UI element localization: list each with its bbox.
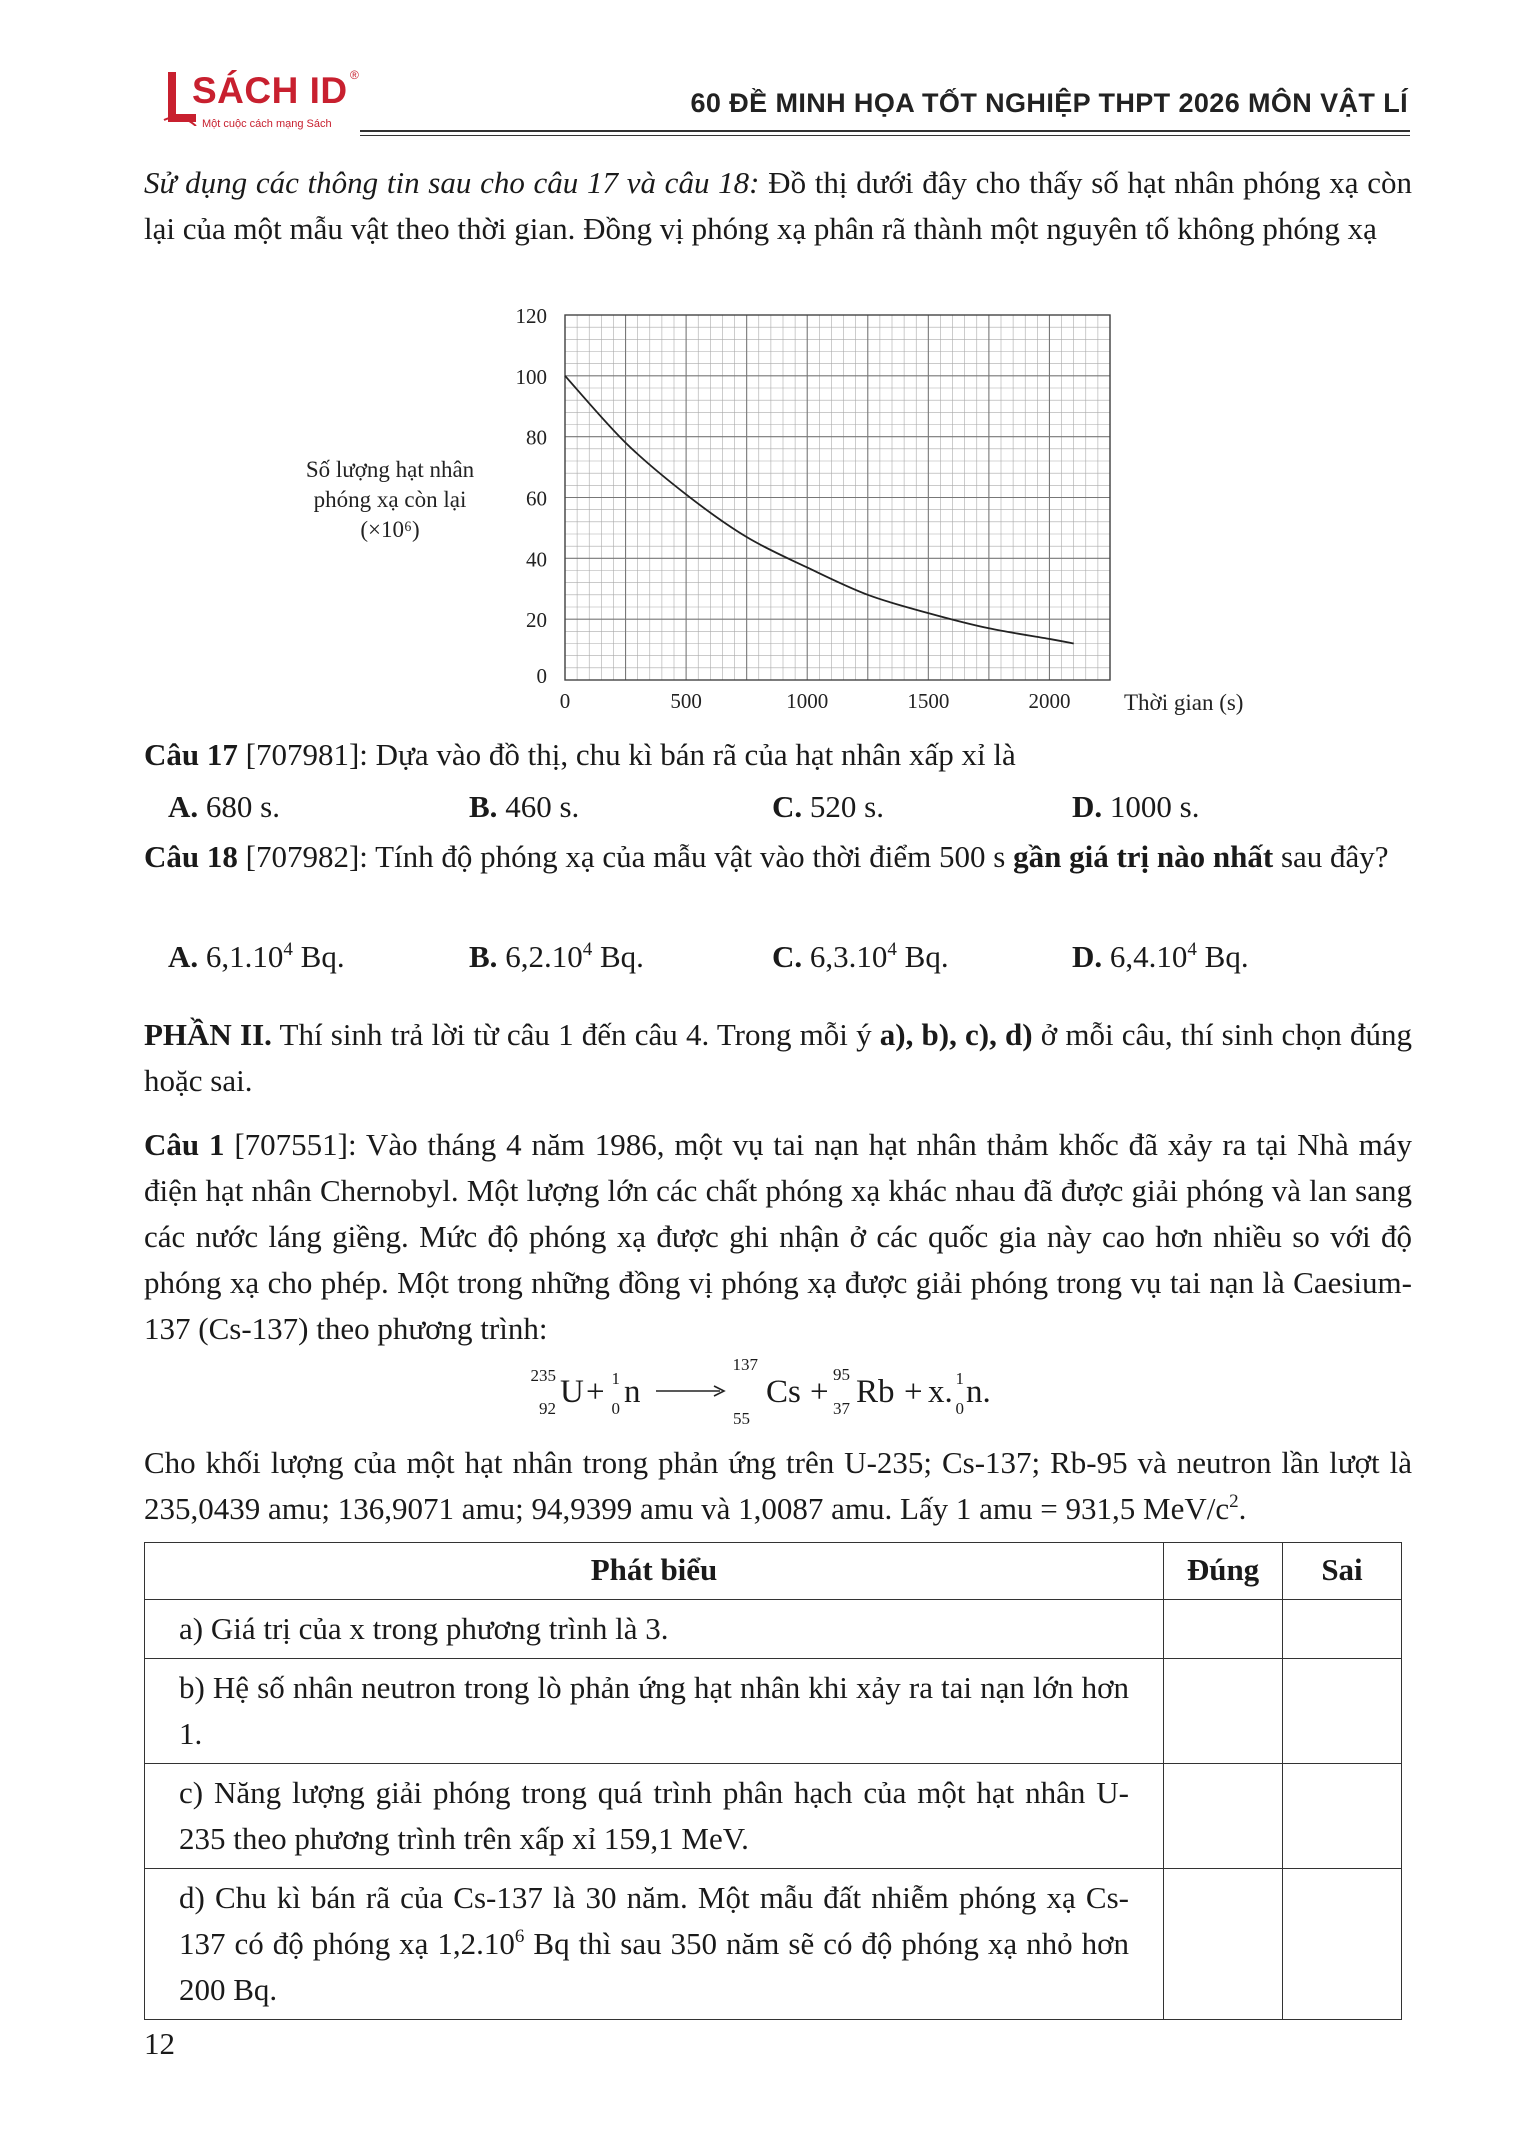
y-axis-label (306, 457, 475, 542)
x-tick-label: 1000 (786, 689, 829, 713)
header-divider (360, 130, 1410, 132)
rb-symbol: Rb (856, 1374, 895, 1410)
q18-option-d[interactable] (1072, 934, 1249, 980)
plus-sign: + (586, 1374, 605, 1410)
y-tick-label: 100 (515, 364, 547, 389)
x-coefficient: x. (928, 1374, 953, 1410)
n-symbol: n (624, 1374, 641, 1410)
plus-sign: + (810, 1374, 829, 1410)
statement-d-text-end: Bq thì sau 350 năm sẽ có độ phóng xạ nhỏ hơn 200 Bq. (179, 1926, 1129, 2007)
y-tick-label: 120 (515, 304, 547, 328)
y-tick-label: 40 (526, 547, 547, 572)
option-text: 6,2.10 (497, 939, 583, 974)
q18-text-end: sau đây? (1273, 839, 1389, 874)
table-row (145, 1659, 1402, 1764)
true-false-table (144, 1542, 1402, 2020)
header-statement: Phát biểu (145, 1543, 1164, 1600)
q18-emphasis: gần giá trị nào nhất (1013, 839, 1274, 874)
true-checkbox-a[interactable] (1164, 1600, 1283, 1659)
x-tick-label: 2000 (1028, 689, 1071, 713)
option-letter: D. (1072, 939, 1103, 974)
option-letter: A. (168, 789, 199, 824)
statement-d (145, 1869, 1164, 2020)
book-title: 60 ĐỀ MINH HỌA TỐT NGHIỆP THPT 2026 MÔN VẬT LÍ (690, 88, 1408, 118)
option-unit: Bq. (1196, 939, 1249, 974)
u-atomic-number: 92 (539, 1399, 556, 1418)
mass-data-paragraph (144, 1440, 1412, 1532)
option-letter: A. (168, 939, 199, 974)
reaction-arrow-icon (656, 1384, 726, 1398)
question-18 (144, 834, 1412, 880)
decay-chart (280, 300, 1280, 730)
q17-options (168, 784, 1368, 830)
header-true: Đúng (1164, 1543, 1283, 1600)
option-text: 6,1.10 (198, 939, 284, 974)
option-letter: C. (772, 939, 803, 974)
table-row (145, 1869, 1402, 2020)
logo-text: SÁCH ID (192, 70, 348, 111)
part-2-text-end: ở mỗi câu, thí sinh chọn đúng hoặc sai. (144, 1017, 1412, 1098)
mass-data-exponent: 2 (1229, 1491, 1239, 1512)
plus-sign: + (904, 1374, 923, 1410)
false-checkbox-d[interactable] (1283, 1869, 1402, 2020)
statement-b: b) Hệ số nhân neutron trong lò phản ứng hạt nhân khi xảy ra tai nạn lớn hơn 1. (145, 1659, 1164, 1764)
part-2-label: PHẦN II. (144, 1017, 272, 1052)
q18-label: Câu 18 (144, 839, 238, 874)
chart-tick-labels (516, 304, 1071, 713)
shared-info-text: Đồ thị dưới đây cho thấy số hạt nhân phóng xạ còn lại của một mẫu vật theo thời gian. Đồng vị phóng xạ phân rã thành một nguyên tố không phóng xạ (144, 165, 1412, 246)
q18-code: [707982] (237, 839, 360, 874)
q1-text: : Vào tháng 4 năm 1986, một vụ tai nạn hạt nhân thảm khốc đã xảy ra tại Nhà máy điện hạt nhân Chernobyl. Một lượng lớn các chất phóng xạ khác nhau đã được giải phóng và lan sang các nước láng giềng. Mức độ phóng xạ được ghi nhận ở các quốc gia này cao hơn nhiều so với độ phóng xạ cho phép. Một trong những đồng vị phóng xạ được giải phóng trong vụ tai nạn là Caesium-137 (Cs-137) theo phương trình: (144, 1127, 1412, 1346)
q18-text: : Tính độ phóng xạ của mẫu vật vào thời điểm 500 s (359, 839, 1014, 874)
option-unit: Bq. (292, 939, 345, 974)
logo-tagline: Một cuộc cách mạng Sách (202, 118, 332, 130)
q17-option-a[interactable] (168, 784, 280, 830)
table-row (145, 1764, 1402, 1869)
statement-d-exponent: 6 (514, 1926, 525, 1947)
option-letter: D. (1072, 789, 1103, 824)
n-mass-number: 1 (611, 1369, 620, 1388)
q18-option-a[interactable] (168, 934, 345, 980)
option-text: 6,3.10 (802, 939, 888, 974)
part-2-items: a), b), c), d) (879, 1017, 1033, 1052)
registered-mark: ® (350, 68, 359, 82)
n-atomic-number: 0 (611, 1399, 620, 1418)
option-letter: B. (469, 939, 498, 974)
x-axis-label: Thời gian (s) (1124, 690, 1244, 715)
chart-grid-major (565, 315, 1110, 680)
x-tick-label: 0 (559, 689, 571, 713)
option-exponent: 4 (582, 939, 593, 960)
q1-label: Câu 1 (144, 1127, 225, 1162)
option-exponent: 4 (283, 939, 293, 960)
option-letter: C. (772, 789, 803, 824)
part-2-text: Thí sinh trả lời từ câu 1 đến câu 4. Trong mỗi ý (271, 1017, 880, 1052)
statement-a: a) Giá trị của x trong phương trình là 3. (145, 1600, 1164, 1659)
table-row (145, 1600, 1402, 1659)
mass-data-end: . (1238, 1491, 1247, 1526)
cs-atomic-number: 55 (733, 1409, 750, 1428)
option-text: 1000 s. (1102, 789, 1200, 824)
u-mass-number: 235 (530, 1366, 556, 1385)
sach-id-logo (162, 66, 382, 136)
q17-option-c[interactable] (772, 784, 884, 830)
n2-atomic-number: 0 (955, 1399, 964, 1418)
q18-options (168, 934, 1368, 980)
q17-label: Câu 17 (144, 737, 238, 772)
page-number: 12 (144, 2026, 175, 2061)
n2-symbol: n. (966, 1374, 991, 1410)
y-tick-label: 0 (536, 664, 547, 688)
x-tick-label: 1500 (907, 689, 950, 713)
y-axis-label-line: phóng xạ còn lại (313, 487, 467, 512)
shared-info-lead: Sử dụng các thông tin sau cho câu 17 và câu 18: (144, 165, 760, 200)
q18-option-c[interactable] (772, 934, 949, 980)
x-tick-label: 500 (670, 689, 702, 713)
header-false: Sai (1283, 1543, 1402, 1600)
cs-symbol: Cs (766, 1374, 801, 1410)
table-header-row (145, 1543, 1402, 1600)
n2-mass-number: 1 (955, 1369, 964, 1388)
fission-equation (530, 1355, 1050, 1442)
y-axis-label-line: Số lượng hạt nhân (305, 457, 475, 482)
option-exponent: 4 (887, 939, 897, 960)
false-checkbox-a[interactable] (1283, 1600, 1402, 1659)
question-1 (144, 1122, 1412, 1352)
header-divider-thin (360, 135, 1410, 136)
y-tick-label: 20 (526, 608, 547, 633)
q17-option-b[interactable] (469, 784, 579, 830)
false-checkbox-c[interactable] (1283, 1764, 1402, 1869)
part-2-instructions (144, 1012, 1412, 1104)
option-text: 680 s. (198, 789, 280, 824)
cs-mass-number: 137 (732, 1355, 758, 1374)
page-header (0, 0, 1520, 150)
q18-option-b[interactable] (469, 934, 644, 980)
option-exponent: 4 (1187, 939, 1197, 960)
rb-atomic-number: 37 (833, 1399, 850, 1418)
option-text: 520 s. (802, 789, 884, 824)
y-tick-label: 60 (526, 486, 547, 511)
question-17 (144, 732, 1412, 778)
q17-text: : Dựa vào đồ thị, chu kì bán rã của hạt nhân xấp xỉ là (359, 737, 1016, 772)
statement-d-text: d) Chu kì bán rã của Cs-137 là 30 năm. Một mẫu đất nhiễm phóng xạ Cs-137 có độ phóng xạ 1,2.10 (179, 1880, 1129, 1961)
u-symbol: U (560, 1374, 584, 1410)
y-axis-label-line: (×10⁶) (360, 517, 420, 542)
false-checkbox-b[interactable] (1283, 1659, 1402, 1764)
option-text: 6,4.10 (1102, 939, 1188, 974)
true-checkbox-d[interactable] (1164, 1869, 1283, 2020)
q1-code: [707551] (224, 1127, 349, 1162)
option-letter: B. (469, 789, 498, 824)
mass-data-text: Cho khối lượng của một hạt nhân trong phản ứng trên U-235; Cs-137; Rb-95 và neutron lần lượt là 235,0439 amu; 136,9071 amu; 94,9399 amu và 1,0087 amu. Lấy 1 amu = 931,5 MeV/c (144, 1445, 1412, 1526)
true-checkbox-b[interactable] (1164, 1659, 1283, 1764)
option-unit: Bq. (592, 939, 644, 974)
y-tick-label: 80 (526, 425, 547, 450)
option-unit: Bq. (896, 939, 949, 974)
statement-c: c) Năng lượng giải phóng trong quá trình phân hạch của một hạt nhân U-235 theo phương trình trên xấp xỉ 159,1 MeV. (145, 1764, 1164, 1869)
true-checkbox-c[interactable] (1164, 1764, 1283, 1869)
shared-info-paragraph (144, 160, 1412, 252)
q17-option-d[interactable] (1072, 784, 1199, 830)
rb-mass-number: 95 (833, 1365, 850, 1384)
option-text: 460 s. (497, 789, 580, 824)
q17-code: [707981] (237, 737, 360, 772)
